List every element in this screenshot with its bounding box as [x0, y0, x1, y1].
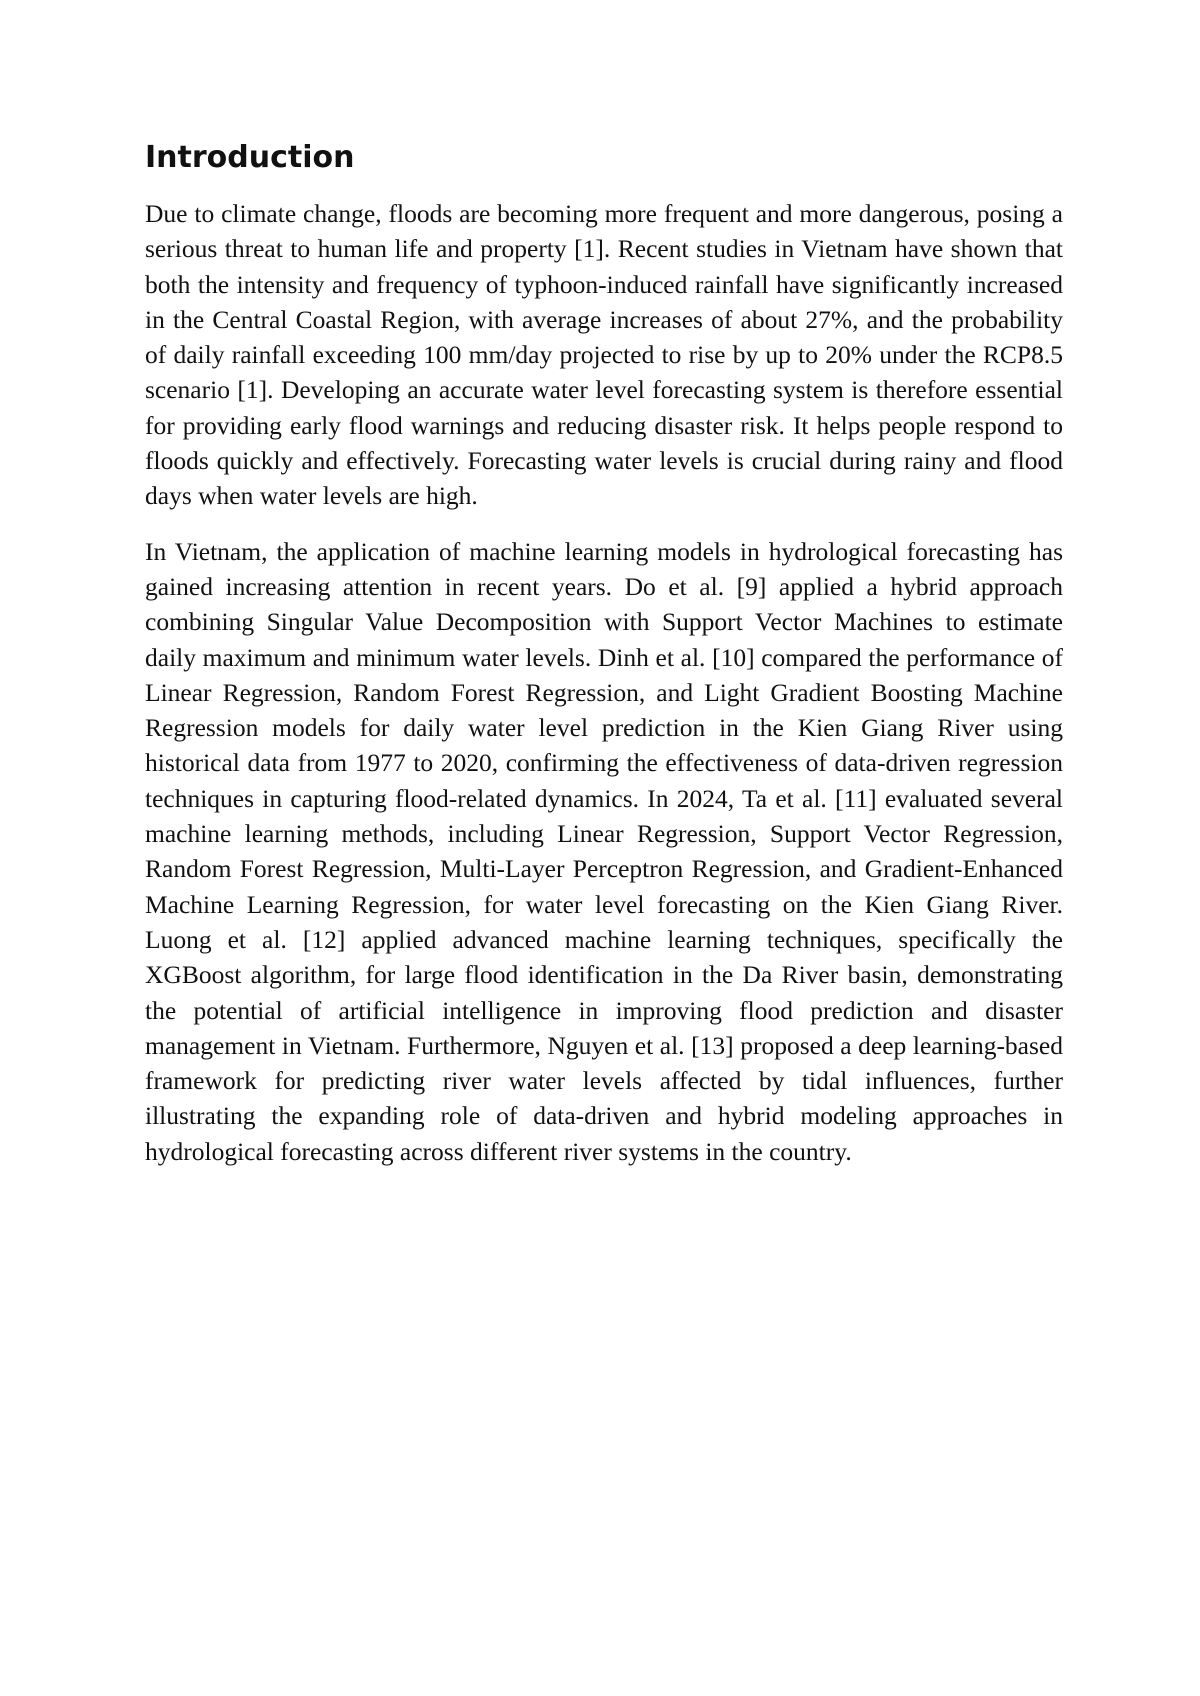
paragraph-1: Due to climate change, floods are becoming more frequent and more dangerous, posing a serious threat to human life and property [1]. Recent studies in Vietnam have shown that both the intensity and frequency of typhoon-induced rainfall have significantly increased in the Central Coastal Region, with average increases of about 27%, and the probability of daily rainfall exceeding 100 mm/day projected to rise by up to 20% under the RCP8.5 scenario [1]. Developing an accurate water level forecasting system is therefore essential for providing early flood warnings and reducing disaster risk. It helps people respond to floods quickly and effectively. Forecasting water levels is crucial during rainy and flood days when water levels are high.: [145, 199, 1063, 511]
document-page: [145, 140, 1063, 1189]
section-heading: Introduction: [145, 140, 355, 175]
paragraph-2: In Vietnam, the application of machine learning models in hydrological forecasting has gained increasing attention in recent years. Do et al. [9] applied a hybrid approach combining Singular Value Decomposition with Support Vector Machines to estimate daily maximum and minimum water levels. Dinh et al. [10] compared the performance of Linear Regression, Random Forest Regression, and Light Gradient Boosting Machine Regression models for daily water level prediction in the Kien Giang River using historical data from 1977 to 2020, confirming the effectiveness of data-driven regression techniques in capturing flood-related dynamics. In 2024, Ta et al. [11] evaluated several machine learning methods, including Linear Regression, Support Vector Regression, Random Forest Regression, Multi-Layer Perceptron Regression, and Gradient-Enhanced Machine Learning Regression, for water level forecasting on the Kien Giang River. Luong et al. [12] applied advanced machine learning techniques, specifically the XGBoost algorithm, for large flood identification in the Da River basin, demonstrating the potential of artificial intelligence in improving flood prediction and disaster management in Vietnam. Furthermore, Nguyen et al. [13] proposed a deep learning-based framework for predicting river water levels affected by tidal influences, further illustrating the expanding role of data-driven and hybrid modeling approaches in hydrological forecasting across different river systems in the country.: [145, 536, 1063, 1166]
